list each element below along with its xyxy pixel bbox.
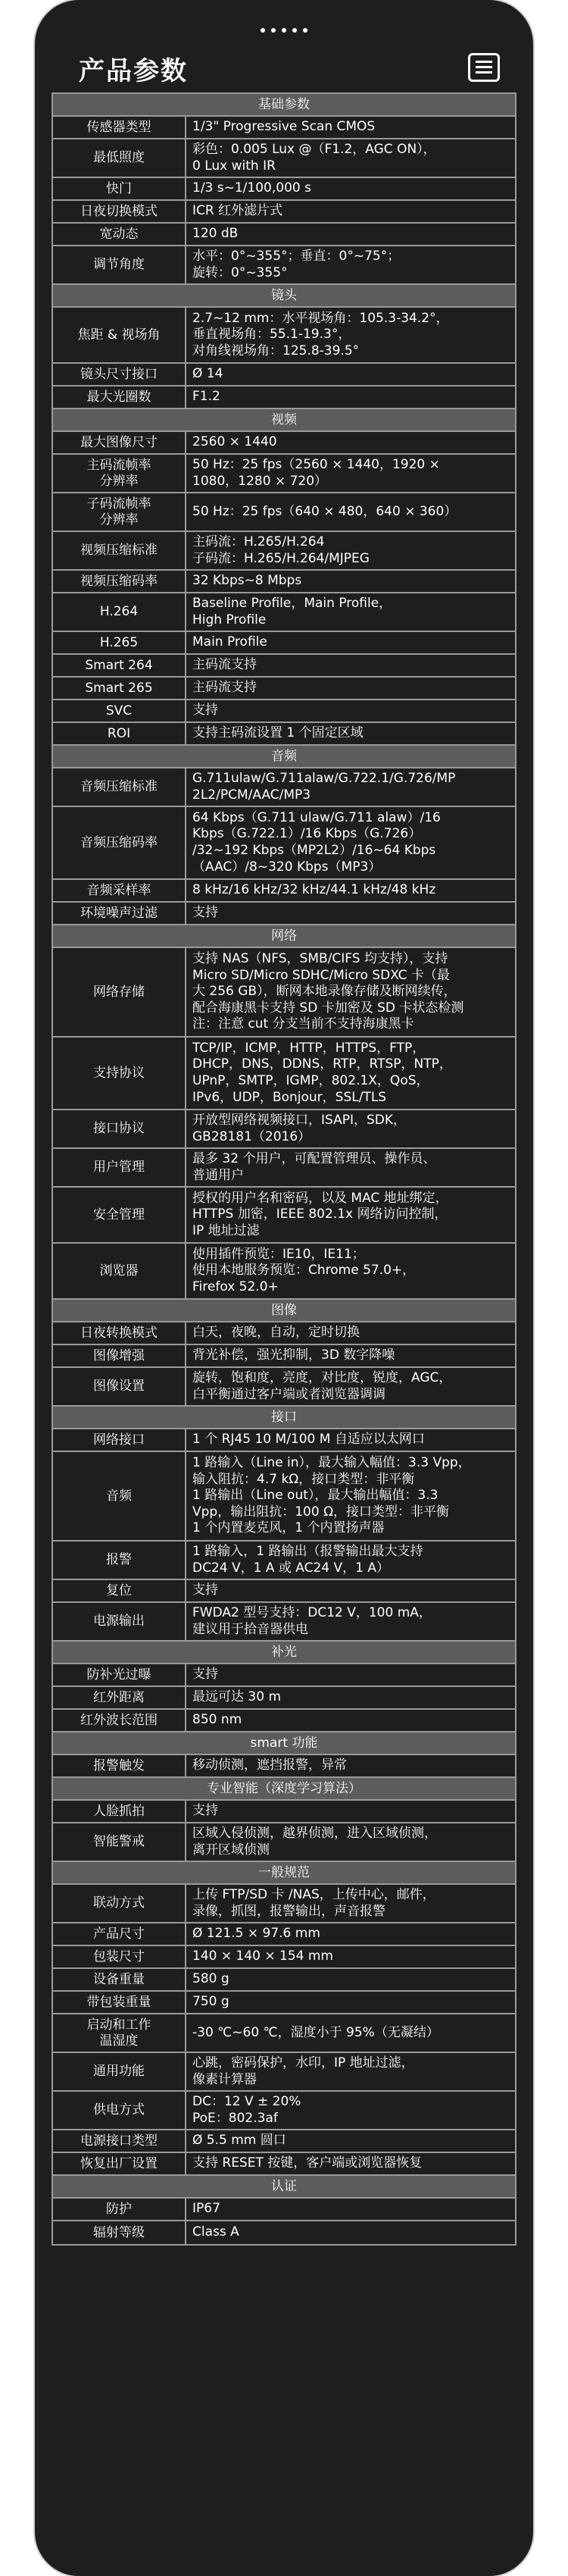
spec-row xyxy=(53,117,515,139)
spec-value: ICR 红外滤片式 xyxy=(192,203,283,219)
pagination-dots xyxy=(35,21,533,36)
spec-row xyxy=(53,700,515,723)
dot xyxy=(282,28,286,33)
spec-value: 支持 xyxy=(192,1582,218,1598)
dot xyxy=(292,28,297,33)
spec-value: 主码流支持 xyxy=(192,680,257,696)
section-header: 网络 xyxy=(53,925,515,948)
spec-row xyxy=(53,2014,515,2053)
spec-key: 带包装重量 xyxy=(53,1992,186,2013)
spec-key: 宽动态 xyxy=(53,224,186,245)
spec-key: 主码流帧率 分辨率 xyxy=(53,455,186,492)
spec-key: 通用功能 xyxy=(53,2053,186,2090)
spec-row xyxy=(53,493,515,532)
spec-value: F1.2 xyxy=(192,389,220,405)
spec-row xyxy=(53,1345,515,1368)
spec-value: 开放型网络视频接口，ISAPI，SDK， GB28181（2016） xyxy=(192,1112,407,1144)
spec-value: 支持 xyxy=(192,703,218,718)
spec-row xyxy=(53,139,515,178)
spec-value: Main Profile xyxy=(192,634,267,650)
spec-key: 图像设置 xyxy=(53,1368,186,1405)
section-header: 接口 xyxy=(53,1407,515,1429)
spec-key: 最大图像尺寸 xyxy=(53,432,186,453)
spec-row xyxy=(53,768,515,807)
spec-row xyxy=(53,903,515,925)
spec-value: 彩色：0.005 Lux @（F1.2，AGC ON）， 0 Lux with IR xyxy=(192,141,436,174)
spec-row xyxy=(53,1452,515,1542)
spec-row xyxy=(53,1149,515,1188)
spec-value: 1 个 RJ45 10 M/100 M 自适应以太网口 xyxy=(192,1432,425,1448)
spec-row xyxy=(53,1038,515,1110)
spec-key: 视频压缩码率 xyxy=(53,571,186,592)
spec-row xyxy=(53,178,515,201)
spec-value: 850 nm xyxy=(192,1712,242,1728)
spec-value: 支持 xyxy=(192,1803,218,1819)
spec-value: 750 g xyxy=(192,1994,229,2010)
spec-row xyxy=(53,2199,515,2221)
spec-key: 接口协议 xyxy=(53,1110,186,1147)
spec-value: 120 dB xyxy=(192,226,239,242)
spec-value: Class A xyxy=(192,2224,239,2240)
spec-key: 用户管理 xyxy=(53,1149,186,1186)
spec-value: Ø 121.5 × 97.6 mm xyxy=(192,1926,320,1942)
spec-key: 恢复出厂设置 xyxy=(53,2153,186,2174)
spec-key: 网络存储 xyxy=(53,948,186,1036)
spec-key: 设备重量 xyxy=(53,1969,186,1990)
spec-key: 日夜切换模式 xyxy=(53,201,186,222)
spec-row xyxy=(53,455,515,493)
section-header: 认证 xyxy=(53,2176,515,2199)
spec-key: H.265 xyxy=(53,632,186,653)
spec-value: 最远可达 30 m xyxy=(192,1689,281,1705)
spec-row xyxy=(53,1710,515,1732)
spec-key: 人脸抓拍 xyxy=(53,1801,186,1822)
spec-key: 最大光圈数 xyxy=(53,387,186,408)
spec-key: 红外波长范围 xyxy=(53,1710,186,1731)
spec-value: Ø 14 xyxy=(192,366,223,382)
spec-row xyxy=(53,1664,515,1687)
spec-key: 防补光过曝 xyxy=(53,1664,186,1686)
spec-value: 1/3" Progressive Scan CMOS xyxy=(192,119,376,135)
spec-row xyxy=(53,1322,515,1345)
spec-value: 水平：0°~355°；垂直：0°~75°； 旋转：0°~355° xyxy=(192,248,401,280)
spec-key: 环境噪声过滤 xyxy=(53,903,186,924)
spec-key: 电源输出 xyxy=(53,1603,186,1640)
spec-row xyxy=(53,432,515,455)
section-header: 一般规范 xyxy=(53,1862,515,1885)
spec-value: 支持 RESET 按键，客户端或浏览器恢复 xyxy=(192,2155,423,2171)
spec-key: 支持协议 xyxy=(53,1038,186,1109)
spec-key: 音频 xyxy=(53,1452,186,1540)
spec-key: H.264 xyxy=(53,593,186,631)
spec-key: Smart 264 xyxy=(53,655,186,676)
spec-row xyxy=(53,593,515,632)
spec-value: 64 Kbps（G.711 ulaw/G.711 alaw）/16 Kbps（G.722.1）/16 Kbps（G.726） /32~192 Kbps（MP2L2）/16~64 Kbps （AAC）/8~320 Kbps（MP3） xyxy=(192,809,441,875)
spec-row xyxy=(53,571,515,593)
spec-row xyxy=(53,948,515,1038)
spec-value: IP67 xyxy=(192,2201,220,2217)
spec-value: -30 ℃~60 ℃，湿度小于 95%（无凝结） xyxy=(192,2024,439,2040)
section-header: 镜头 xyxy=(53,285,515,308)
spec-key: 浏览器 xyxy=(53,1244,186,1298)
spec-value: 白天，夜晚，自动，定时切换 xyxy=(192,1325,360,1341)
spec-value: 上传 FTP/SD 卡 /NAS，上传中心，邮件， 录像，抓图，报警输出，声音报警 xyxy=(192,1886,435,1919)
spec-key: 日夜转换模式 xyxy=(53,1322,186,1344)
spec-value: 支持 NAS（NFS，SMB/CIFS 均支持），支持 Micro SD/Micro SDHC/Micro SDXC 卡（最 大 256 GB），断网本地录像存储及断网续传， 配合海康黑卡支持 SD 卡加密及 SD 卡状态检测 注：注意 cut 分支当前不支持海康黑卡 xyxy=(192,951,464,1032)
spec-row xyxy=(53,2153,515,2176)
spec-value: 1/3 s~1/100,000 s xyxy=(192,180,311,196)
spec-row xyxy=(53,2221,515,2244)
spec-value: 心跳，密码保护，水印，IP 地址过滤， 像素计算器 xyxy=(192,2055,414,2087)
section-header: 视频 xyxy=(53,409,515,432)
spec-key: 联动方式 xyxy=(53,1885,186,1922)
spec-row xyxy=(53,807,515,880)
spec-value: 32 Kbps~8 Mbps xyxy=(192,573,302,589)
spec-value: 授权的用户名和密码，以及 MAC 地址绑定， HTTPS 加密，IEEE 802.1x 网络访问控制， IP 地址过滤 xyxy=(192,1190,448,1238)
spec-row xyxy=(53,723,515,746)
spec-key: ROI xyxy=(53,723,186,744)
spec-value: 移动侦测，遮挡报警，异常 xyxy=(192,1758,347,1773)
spec-key: 供电方式 xyxy=(53,2092,186,2129)
spec-row xyxy=(53,632,515,655)
spec-row xyxy=(53,1368,515,1407)
dot xyxy=(303,28,307,33)
spec-key: 复位 xyxy=(53,1580,186,1601)
spec-row xyxy=(53,1969,515,1992)
section-header: 图像 xyxy=(53,1300,515,1322)
spec-key: 报警 xyxy=(53,1542,186,1579)
section-header: 音频 xyxy=(53,746,515,768)
spec-key: 音频采样率 xyxy=(53,880,186,901)
phone-frame xyxy=(35,0,533,2576)
spec-key: 音频压缩标准 xyxy=(53,768,186,806)
spec-row xyxy=(53,1603,515,1642)
spec-value: G.711ulaw/G.711alaw/G.722.1/G.726/MP 2L2/PCM/AAC/MP3 xyxy=(192,770,456,803)
spec-row xyxy=(53,1823,515,1862)
spec-row xyxy=(53,364,515,387)
spec-row xyxy=(53,1429,515,1452)
spec-value: 8 kHz/16 kHz/32 kHz/44.1 kHz/48 kHz xyxy=(192,882,436,898)
spec-value: 支持 xyxy=(192,905,218,921)
spec-value: 最多 32 个用户，可配置管理员、操作员、 普通用户 xyxy=(192,1150,436,1183)
spec-value: Ø 5.5 mm 圆口 xyxy=(192,2133,286,2149)
spec-key: 子码流帧率 分辨率 xyxy=(53,493,186,531)
spec-value: TCP/IP，ICMP，HTTP，HTTPS，FTP， DHCP，DNS，DDNS，RTP，RTSP，NTP， UPnP，SMTP，IGMP，802.1X，QoS， IPv6，UDP，Bonjour，SSL/TLS xyxy=(192,1040,452,1105)
spec-row xyxy=(53,1946,515,1969)
spec-value: 50 Hz：25 fps（2560 × 1440，1920 × 1080，1280 × 720） xyxy=(192,456,440,489)
spec-row xyxy=(53,224,515,246)
page-title: 产品参数 xyxy=(79,56,188,86)
spec-row xyxy=(53,1801,515,1823)
spec-value: 支持 xyxy=(192,1667,218,1682)
spec-row xyxy=(53,1244,515,1300)
spec-row xyxy=(53,2130,515,2153)
spec-value: 140 × 140 × 154 mm xyxy=(192,1948,333,1964)
spec-key: Smart 265 xyxy=(53,678,186,699)
spec-row xyxy=(53,1580,515,1603)
section-header: smart 功能 xyxy=(53,1732,515,1755)
spec-key: 焦距 & 视场角 xyxy=(53,308,186,362)
spec-key: 产品尺寸 xyxy=(53,1923,186,1945)
spec-value: 使用插件预览：IE10，IE11； 使用本地服务预览：Chrome 57.0+， Firefox 52.0+ xyxy=(192,1246,416,1294)
spec-row xyxy=(53,246,515,285)
spec-key: SVC xyxy=(53,700,186,721)
spec-key: 音频压缩码率 xyxy=(53,807,186,878)
spec-table xyxy=(51,92,517,2246)
spec-key: 智能警戒 xyxy=(53,1823,186,1861)
spec-value: 1 路输入，1 路输出（报警输出最大支持 DC24 V，1 A 或 AC24 V，1 A） xyxy=(192,1543,423,1576)
menu-icon[interactable] xyxy=(468,53,500,82)
spec-value: 背光补偿，强光抑制，3D 数字降噪 xyxy=(192,1347,395,1363)
spec-key: 电源接口类型 xyxy=(53,2130,186,2152)
spec-key: 辐射等级 xyxy=(53,2221,186,2244)
spec-row xyxy=(53,678,515,700)
spec-row xyxy=(53,387,515,409)
spec-value: 1 路输入（Line in），最大输入幅值：3.3 Vpp， 输入阻抗：4.7 kΩ，接口类型：非平衡 1 路输出（Line out），最大输出幅值：3.3 Vpp，输出阻抗：100 Ω，接口类型：非平衡 1 个内置麦克风，1 个内置扬声器 xyxy=(192,1455,471,1536)
dot xyxy=(271,28,276,33)
spec-key: 镜头尺寸接口 xyxy=(53,364,186,385)
spec-row xyxy=(53,1542,515,1580)
spec-key: 启动和工作 温湿度 xyxy=(53,2014,186,2052)
spec-key: 防护 xyxy=(53,2199,186,2220)
spec-key: 传感器类型 xyxy=(53,117,186,138)
spec-row xyxy=(53,1923,515,1946)
spec-key: 安全管理 xyxy=(53,1188,186,1242)
spec-key: 包装尺寸 xyxy=(53,1946,186,1967)
spec-key: 最低照度 xyxy=(53,139,186,177)
spec-value: 2560 × 1440 xyxy=(192,434,277,450)
section-header: 专业智能（深度学习算法） xyxy=(53,1778,515,1801)
spec-key: 红外距离 xyxy=(53,1687,186,1708)
spec-value: 主码流：H.265/H.264 子码流：H.265/H.264/MJPEG xyxy=(192,534,370,566)
spec-value: 支持主码流设置 1 个固定区域 xyxy=(192,725,364,741)
spec-row xyxy=(53,1687,515,1710)
spec-value: 区域入侵侦测，越界侦测，进入区域侦测， 离开区域侦测 xyxy=(192,1825,437,1858)
spec-key: 网络接口 xyxy=(53,1429,186,1451)
spec-key: 报警触发 xyxy=(53,1755,186,1776)
spec-row xyxy=(53,201,515,224)
spec-row xyxy=(53,1885,515,1923)
spec-row xyxy=(53,1992,515,2014)
spec-key: 视频压缩标准 xyxy=(53,532,186,569)
section-header: 基础参数 xyxy=(53,94,515,117)
spec-value: 50 Hz：25 fps（640 × 480，640 × 360） xyxy=(192,503,457,519)
spec-row xyxy=(53,1755,515,1778)
spec-row xyxy=(53,308,515,364)
spec-row xyxy=(53,1188,515,1244)
spec-value: FWDA2 型号支持：DC12 V，100 mA， 建议用于拾音器供电 xyxy=(192,1604,432,1637)
spec-row xyxy=(53,2092,515,2130)
spec-value: 旋转，饱和度，亮度，对比度，锐度，AGC， 白平衡通过客户端或者浏览器调调 xyxy=(192,1369,452,1402)
spec-row xyxy=(53,655,515,678)
spec-row xyxy=(53,2053,515,2092)
header xyxy=(35,47,533,92)
spec-value: DC：12 V ± 20% PoE：802.3af xyxy=(192,2093,301,2126)
dot xyxy=(261,28,265,33)
spec-key: 调节角度 xyxy=(53,246,186,283)
spec-key: 图像增强 xyxy=(53,1345,186,1366)
spec-key: 快门 xyxy=(53,178,186,199)
spec-value: Baseline Profile，Main Profile， High Profile xyxy=(192,595,392,628)
section-header: 补光 xyxy=(53,1642,515,1664)
spec-row xyxy=(53,532,515,571)
spec-value: 2.7~12 mm：水平视场角：105.3-34.2°， 垂直视场角：55.1-19.3°， 对角线视场角：125.8-39.5° xyxy=(192,310,449,358)
spec-row xyxy=(53,1110,515,1149)
spec-value: 主码流支持 xyxy=(192,657,257,673)
spec-row xyxy=(53,880,515,903)
spec-value: 580 g xyxy=(192,1971,229,1987)
